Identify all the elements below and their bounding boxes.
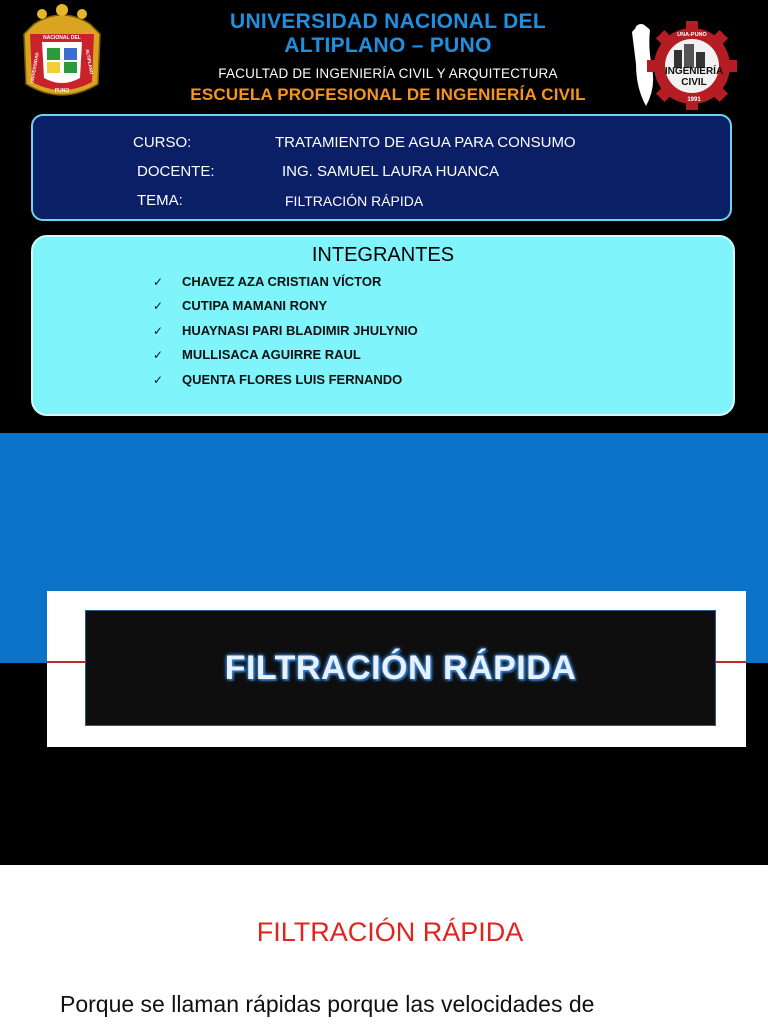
- member-item: [153, 372, 402, 387]
- members-box: [31, 235, 735, 416]
- logo-main-text-1: INGENIERÍA: [664, 66, 724, 77]
- teacher-value: ING. SAMUEL LAURA HUANCA: [282, 163, 499, 180]
- checkmark-icon: ✓: [153, 324, 164, 338]
- teacher-label: DOCENTE:: [137, 163, 215, 180]
- topic-value: FILTRACIÓN RÁPIDA: [285, 193, 424, 209]
- course-label: CURSO:: [133, 134, 192, 151]
- checkmark-icon: ✓: [153, 275, 164, 289]
- section-title: FILTRACIÓN RÁPIDA: [224, 649, 577, 687]
- left-red-line: [47, 661, 87, 663]
- members-title: INTEGRANTES: [311, 244, 455, 266]
- university-name-line1: UNIVERSIDAD NACIONAL DEL: [230, 10, 546, 33]
- school-name: ESCUELA PROFESIONAL DE INGENIERÍA CIVIL: [190, 85, 586, 104]
- title-slide: [0, 0, 768, 433]
- member-name: CHAVEZ AZA CRISTIAN VÍCTOR: [182, 274, 382, 289]
- course-info-box: [31, 114, 732, 221]
- faculty-name: FACULTAD DE INGENIERÍA CIVIL Y ARQUITECTURA: [218, 66, 558, 81]
- crest-right-text: ALTIPLANO: [84, 48, 95, 75]
- section-title-slide: [0, 433, 768, 865]
- university-name: [160, 10, 616, 58]
- content-slide: [0, 865, 768, 1024]
- crest-bottom-text: PUNO: [54, 88, 70, 94]
- logo-year: 1991: [687, 97, 701, 103]
- logo-main-text-2: CIVIL: [681, 77, 707, 88]
- member-name: MULLISACA AGUIRRE RAUL: [182, 347, 361, 362]
- topic-label: TEMA:: [137, 192, 183, 209]
- content-paragraph: Porque se llaman rápidas porque las velocidades de: [60, 991, 595, 1017]
- checkmark-icon: ✓: [153, 373, 164, 387]
- member-item: [153, 323, 418, 338]
- member-item: [153, 274, 381, 289]
- checkmark-icon: ✓: [153, 299, 164, 313]
- member-name: HUAYNASI PARI BLADIMIR JHULYNIO: [182, 323, 418, 338]
- university-name-line2: ALTIPLANO – PUNO: [284, 34, 492, 57]
- member-item: [153, 298, 327, 313]
- right-red-line: [716, 661, 746, 663]
- checkmark-icon: ✓: [153, 348, 164, 362]
- civil-engineering-logo-icon: [628, 18, 738, 110]
- university-crest-icon: [14, 4, 110, 104]
- content-title: FILTRACIÓN RÁPIDA: [256, 917, 524, 947]
- member-name: CUTIPA MAMANI RONY: [182, 298, 328, 313]
- crest-left-text: UNIVERSIDAD: [29, 52, 40, 84]
- member-name: QUENTA FLORES LUIS FERNANDO: [182, 372, 403, 387]
- title-panel: [85, 610, 716, 726]
- crest-top-text: NACIONAL DEL: [43, 35, 81, 41]
- course-value: TRATAMIENTO DE AGUA PARA CONSUMO: [275, 134, 576, 151]
- logo-top-text: UNA-PUNO: [677, 32, 707, 38]
- member-item: [153, 347, 361, 362]
